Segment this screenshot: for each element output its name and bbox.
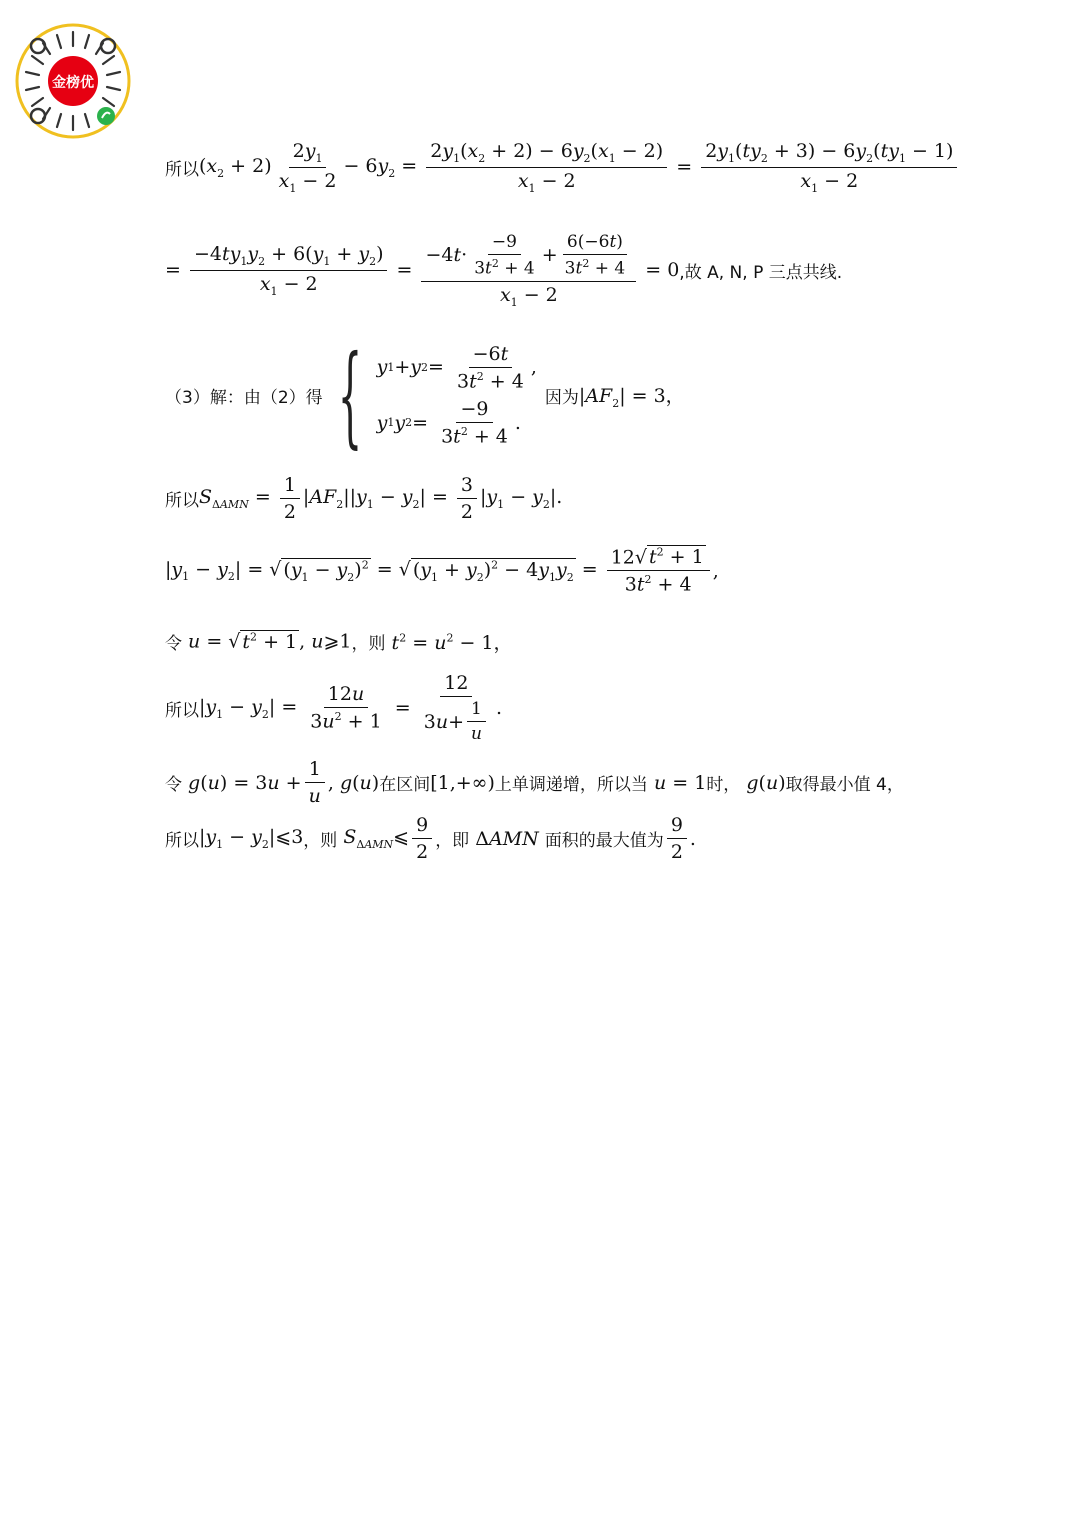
svg-text:金榜优: 金榜优 bbox=[52, 75, 94, 91]
equation-line-9: 所以 $|y_1$ − $y_2|⩽3$ ，则 $S_{\Delta AMN}⩽$ $\frac{9}{2}$ ，即 ΔAMN 面积的最大值为 $\frac{9}{2}$ . bbox=[165, 814, 696, 863]
line9-prefix: 所以 bbox=[165, 831, 199, 851]
line9-end: . bbox=[689, 827, 696, 850]
line6-mid: ，则 bbox=[351, 634, 386, 654]
line8-prefix: 令 bbox=[165, 775, 182, 795]
line8-interval: [1,+∞) bbox=[430, 771, 495, 794]
equation-line-6: 令 u = √ $t^2 + 1$ , u⩾1 ，则 $t^2 = u^2 - 1$， bbox=[165, 630, 513, 654]
equation-line-2: = $\frac{-4ty_1y_2 + 6(y_1 + y_2)}{x_1 - 2}$ = −4 t · $\frac{-9}{3t^2 + 4}$ + $\frac{6(-6t)}{3t^2 + 4}$ $x_1 - 2$ = 0 ,故 A, N, P 三点共线. bbox=[165, 232, 843, 309]
line1-prefix: 所以 bbox=[165, 159, 199, 180]
line8-b: 上单调递增，所以当 bbox=[494, 775, 648, 795]
equation-line-4: 所以 $S_{\Delta AMN}$ = $\frac{1}{2}$ $|AF_2||y_1 - y_2|$ = $\frac{3}{2}$ $|y_1 - y_2|$. bbox=[165, 474, 563, 523]
line3-prefix: （3）解：由（2）得 bbox=[165, 387, 323, 408]
line9-c: 面积的最大值为 bbox=[544, 831, 664, 851]
line8-d: 取得最小值 4， bbox=[785, 775, 904, 795]
line9-b: ，即 bbox=[435, 831, 470, 851]
line9-a: ，则 bbox=[303, 831, 338, 851]
equation-line-3: （3）解：由（2）得 { y 1 + y 2 = $\frac{-6t}{3t^2 + 4}$ , y 1 y 2 = $\frac{-9}{3t^2 + 4}$ . 因为 $|AF_2| = 3$， bbox=[165, 331, 685, 459]
line2-conclusion: ,故 A, N, P 三点共线. bbox=[679, 262, 843, 283]
line7-prefix: 所以 bbox=[165, 700, 199, 721]
jinbangyou-logo bbox=[14, 22, 132, 140]
equation-line-1: 所以 $(x_2 + 2)$ $\frac{2y_1}{x_1 - 2}$ − $6y_2$ = $\frac{2y_1(x_2 + 2) - 6y_2(x_1 - 2)}{x_1 - 2}$ = $\frac{2y_1(ty_2 + 3) - 6y_2(ty_1 - 1)}{x_1 - 2}$ bbox=[165, 140, 960, 195]
equation-line-8: 令 g(u) = 3u + $\frac{1}{u}$ , g(u) 在区间 [1,+∞) 上单调递增，所以当 u = 1 时， g(u) 取得最小值 4， bbox=[165, 758, 904, 807]
line6-prefix: 令 bbox=[165, 634, 182, 654]
line8-c: 时， bbox=[706, 775, 741, 795]
line8-a: 在区间 bbox=[379, 775, 431, 795]
line4-prefix: 所以 bbox=[165, 491, 199, 511]
equation-line-7: 所以 $|y_1 - y_2|$ = $\frac{12u}{3u^2 + 1}$ = 12 3 u + $\frac{1}{u}$ . bbox=[165, 672, 502, 744]
equation-line-5: $|y_1 - y_2|$ = √ $(y_1 - y_2)^2$ = √ $(y_1 + y_2)^2 - 4y_1y_2$ = $\frac{12√ t^2 + 1}{3t^2 + 4}$ , bbox=[165, 546, 719, 596]
